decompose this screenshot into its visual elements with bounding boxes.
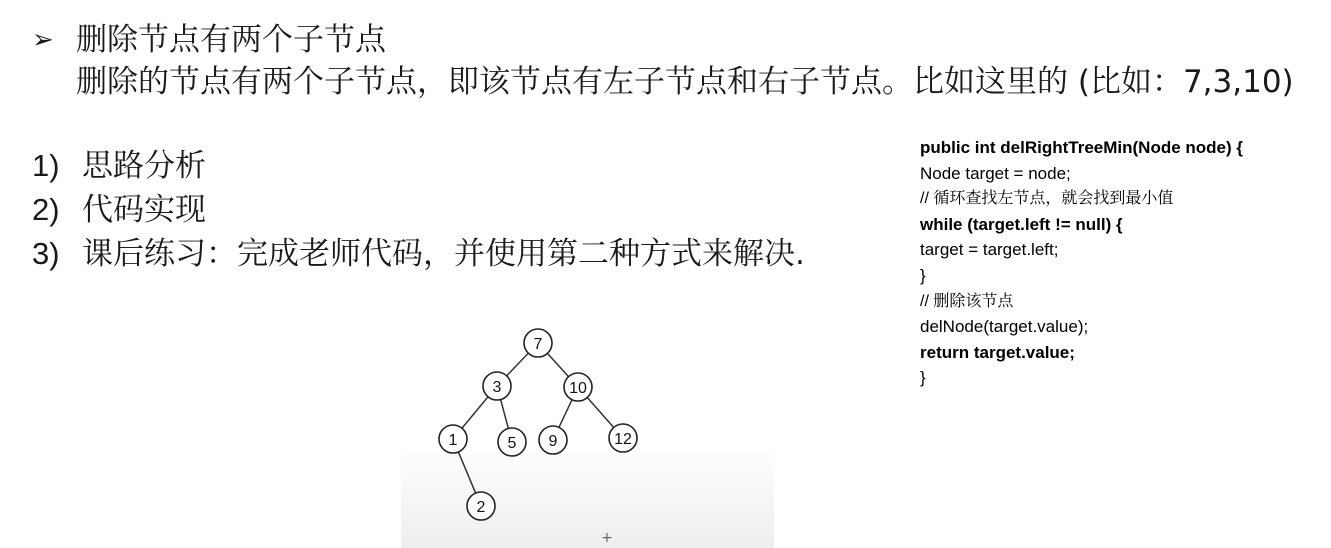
heading-line	[32, 20, 386, 60]
tree-node	[483, 372, 511, 400]
code-line: }	[920, 265, 926, 285]
tree-node	[564, 373, 592, 401]
tree-edge	[559, 400, 572, 428]
tree-node	[609, 424, 637, 452]
tree-edge	[507, 353, 529, 376]
step-item	[32, 188, 805, 232]
tree-figure	[401, 318, 774, 548]
tree-node	[439, 425, 467, 453]
heading-text: 删除节点有两个子节点	[76, 22, 386, 58]
tree-node	[539, 426, 567, 454]
tree-edge	[458, 452, 475, 493]
step-item	[32, 144, 805, 188]
code-line: while (target.left != null) {	[920, 214, 1123, 234]
step-item	[32, 232, 805, 276]
code-line: public int delRightTreeMin(Node node) {	[920, 138, 1243, 157]
tree-edge	[547, 353, 568, 376]
tree-node-label: 10	[569, 380, 587, 397]
step-number: 2)	[32, 192, 60, 227]
tree-node	[498, 428, 526, 456]
step-number: 1)	[32, 148, 60, 183]
code-line: }	[920, 368, 926, 388]
tree-node-label: 5	[507, 435, 517, 452]
code-line: target = target.left;	[920, 240, 1059, 260]
code-line: Node target = node;	[920, 163, 1071, 183]
description-paragraph: 删除的节点有两个子节点，即该节点有左子节点和右子节点。比如这里的 (比如：7,3,10)	[76, 64, 1294, 100]
tree-node-label: 3	[492, 379, 502, 396]
step-number: 3)	[32, 236, 60, 271]
code-line: return target.value;	[920, 342, 1075, 362]
steps-list	[32, 144, 805, 276]
code-line: // 删除该节点	[920, 292, 1014, 310]
arrow-bullet-icon: ➢	[32, 25, 54, 55]
code-block	[920, 135, 1325, 391]
code-line: // 循环查找左节点，就会找到最小值	[920, 190, 1174, 208]
tree-node-label: 1	[448, 432, 458, 449]
tree-node	[467, 492, 495, 520]
code-line: delNode(target.value);	[920, 317, 1089, 337]
tree-edge	[501, 400, 509, 429]
step-text: 思路分析	[82, 148, 206, 184]
tree-edge	[587, 397, 613, 427]
crosshair-cursor-icon: +	[601, 530, 613, 546]
tree-node-label: 2	[476, 499, 486, 516]
binary-tree-diagram	[401, 318, 774, 548]
step-text: 课后练习：完成老师代码，并使用第二种方式来解决.	[82, 236, 805, 272]
tree-edge	[462, 397, 488, 428]
tree-node-label: 9	[548, 433, 558, 450]
step-text: 代码实现	[82, 192, 206, 228]
tree-node	[524, 329, 552, 357]
tree-node-label: 12	[614, 431, 632, 448]
tree-node-label: 7	[533, 336, 543, 353]
